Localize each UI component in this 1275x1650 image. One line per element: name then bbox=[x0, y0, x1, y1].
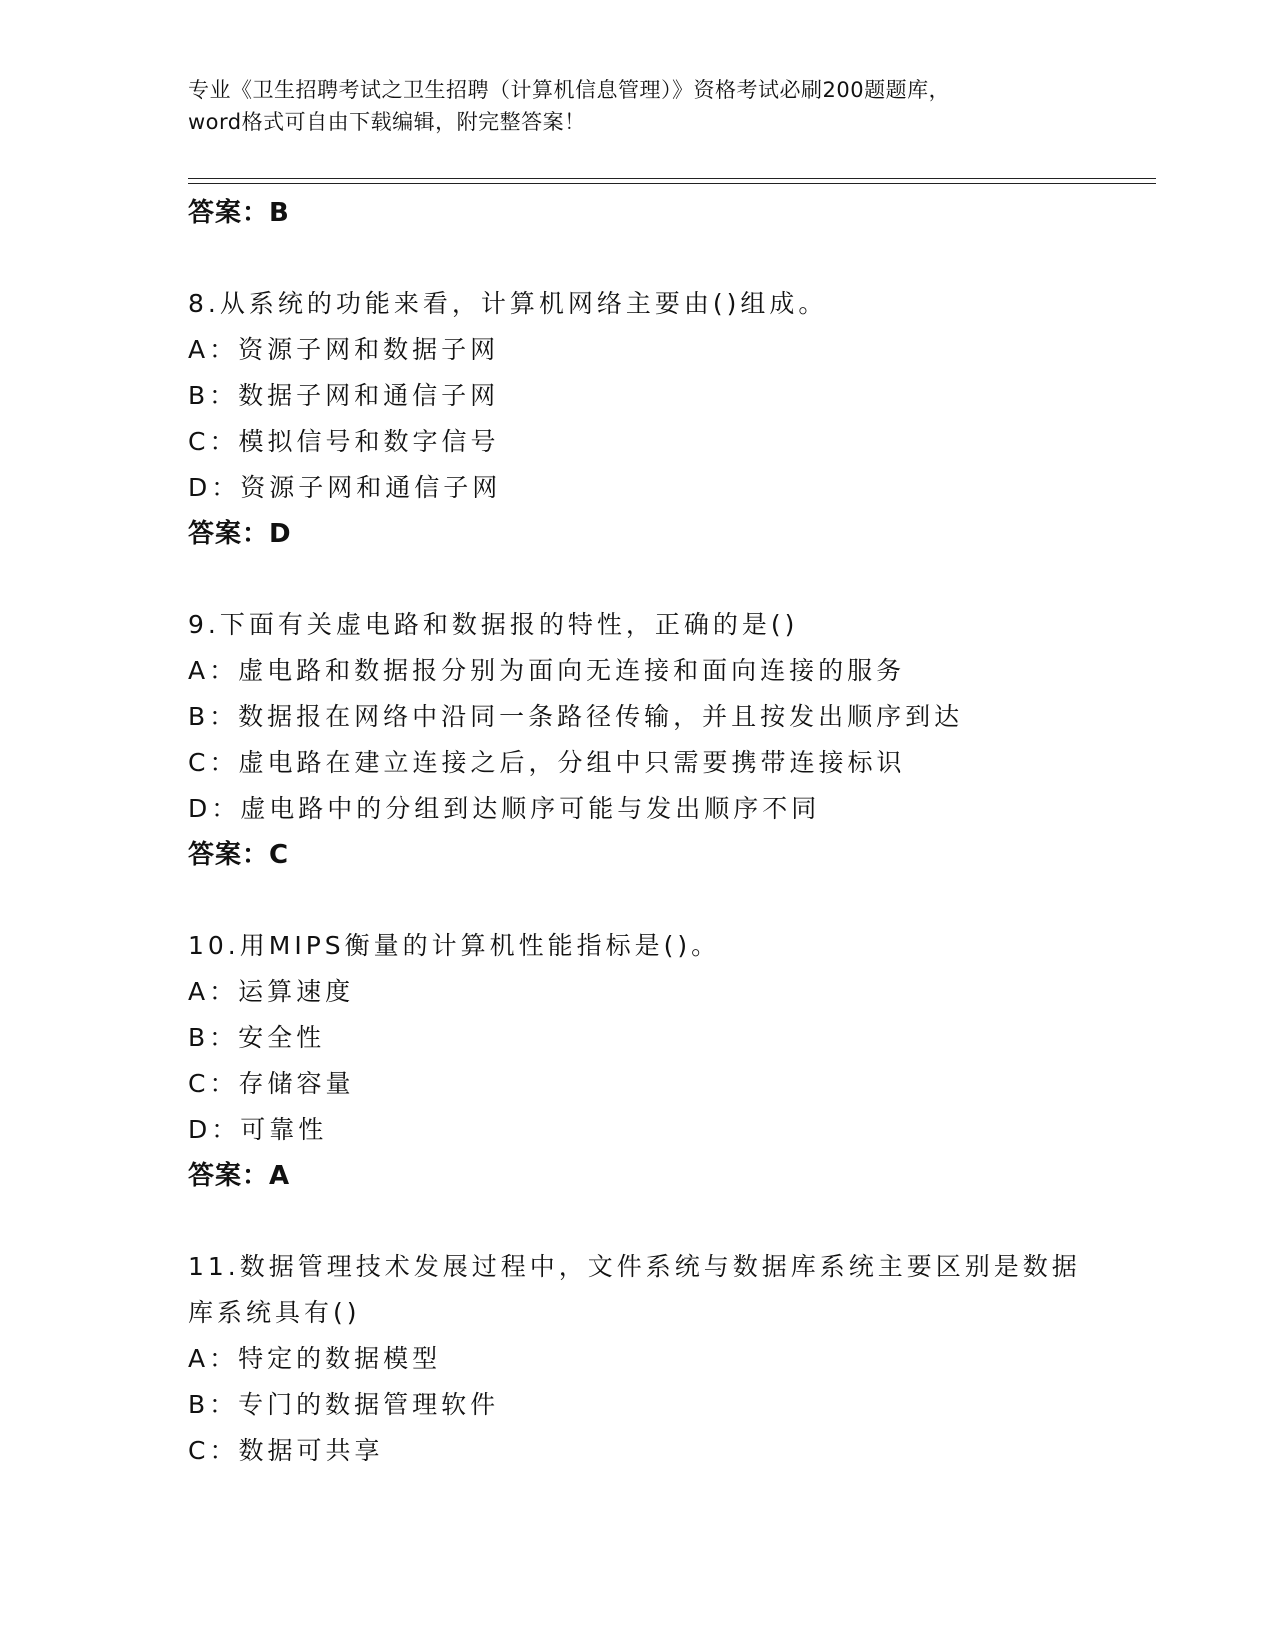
question-8 bbox=[188, 281, 1148, 557]
question-stem: 11.数据管理技术发展过程中，文件系统与数据库系统主要区别是数据 bbox=[188, 1252, 1081, 1281]
answer-line: 答案：D bbox=[188, 519, 292, 549]
question-stem: 8.从系统的功能来看，计算机网络主要由()组成。 bbox=[188, 289, 828, 318]
header-divider-top bbox=[188, 178, 1156, 179]
option-c: C：存储容量 bbox=[188, 1069, 355, 1098]
option-c: C：模拟信号和数字信号 bbox=[188, 427, 500, 456]
header-title-line-2: word格式可自由下载编辑，附完整答案！ bbox=[188, 110, 586, 134]
document-header bbox=[188, 74, 1088, 138]
option-b: B：数据报在网络中沿同一条路径传输，并且按发出顺序到达 bbox=[188, 702, 964, 731]
question-stem: 10.用MIPS衡量的计算机性能指标是()。 bbox=[188, 931, 721, 960]
option-d: D：可靠性 bbox=[188, 1115, 328, 1144]
option-b: B：数据子网和通信子网 bbox=[188, 381, 500, 410]
option-c: C：虚电路在建立连接之后，分组中只需要携带连接标识 bbox=[188, 748, 906, 777]
question-11 bbox=[188, 1244, 1148, 1474]
header-divider-bottom bbox=[188, 183, 1156, 184]
question-stem: 9.下面有关虚电路和数据报的特性，正确的是() bbox=[188, 610, 799, 639]
answer-line: 答案：A bbox=[188, 1161, 291, 1191]
option-c: C：数据可共享 bbox=[188, 1436, 384, 1465]
option-a: A：特定的数据模型 bbox=[188, 1344, 442, 1373]
option-a: A：运算速度 bbox=[188, 977, 355, 1006]
option-d: D：资源子网和通信子网 bbox=[188, 473, 502, 502]
question-stem-continued: 库系统具有() bbox=[188, 1298, 361, 1327]
option-a: A：资源子网和数据子网 bbox=[188, 335, 500, 364]
answer-line: 答案：C bbox=[188, 840, 290, 870]
question-10 bbox=[188, 923, 1148, 1199]
option-b: B：安全性 bbox=[188, 1023, 326, 1052]
question-list bbox=[188, 190, 1148, 1474]
option-b: B：专门的数据管理软件 bbox=[188, 1390, 500, 1419]
question-9 bbox=[188, 602, 1148, 878]
header-title-line-1: 专业《卫生招聘考试之卫生招聘（计算机信息管理）》资格考试必刷200题题库， bbox=[188, 78, 951, 102]
option-a: A：虚电路和数据报分别为面向无连接和面向连接的服务 bbox=[188, 656, 906, 685]
answer-line: 答案：B bbox=[188, 198, 290, 228]
option-d: D：虚电路中的分组到达顺序可能与发出顺序不同 bbox=[188, 794, 821, 823]
